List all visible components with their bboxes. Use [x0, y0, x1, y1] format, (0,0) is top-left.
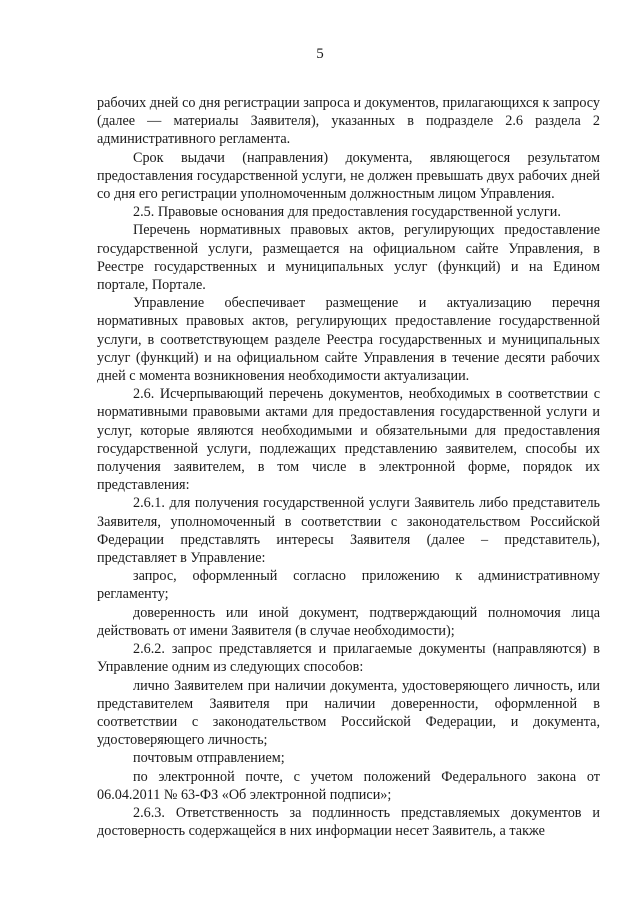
clause-2-6-3: 2.6.3. Ответственность за подлинность представляемых документов и достоверность содержащейся в них информации несет Заявитель, а также	[97, 804, 600, 840]
section-heading-2-5: 2.5. Правовые основания для предоставления государственной услуги.	[133, 204, 561, 221]
clause-2-6-1: 2.6.1. для получения государственной услуги Заявитель либо представитель Заявителя, уполномоченный в соответствии с законодательством Российской Федерации представлять интересы Заявителя (далее – представитель), представляет в Управление:	[97, 495, 600, 567]
list-item-request: запрос, оформленный согласно приложению к административному регламенту;	[97, 568, 600, 603]
list-item-by-email: по электронной почте, с учетом положений Федерального закона от 06.04.2011 № 63-ФЗ «Об электронной подписи»;	[97, 768, 600, 803]
list-item-by-post: почтовым отправлением;	[133, 750, 285, 767]
clause-2-6-2: 2.6.2. запрос представляется и прилагаемые документы (направляются) в Управление одним из следующих способов:	[97, 641, 600, 676]
list-item-in-person: лично Заявителем при наличии документа, удостоверяющего личность, или представителем Заявителя при наличии доверенности, оформленной в соответствии с законодательством Российской Федерации, и документа, удостоверяющего личность;	[97, 677, 600, 749]
document-body	[97, 94, 600, 840]
page-number: 5	[316, 46, 324, 62]
paragraph-legal-acts-update: Управление обеспечивает размещение и актуализацию перечня нормативных правовых актов, регулирующих предоставление государственной услуги, в соответствующем разделе Реестра государственных и муниципальных услуг (функций) и на официальном сайте Управления в течение десяти рабочих дней с момента возникновения необходимости актуализации.	[97, 295, 600, 385]
paragraph-deadline: Срок выдачи (направления) документа, являющегося результатом предоставления государственной услуги, не должен превышать двух рабочих дней со дня его регистрации уполномоченным должностным лицом Управления.	[97, 149, 600, 203]
section-heading-2-6: 2.6. Исчерпывающий перечень документов, необходимых в соответствии с нормативными правовыми актами для предоставления государственной услуги и услуг, которые являются необходимыми и обязательными для предоставления государственной услуги, подлежащих представлению заявителем, способы их получения заявителем, в том числе в электронной форме, порядок их представления:	[97, 386, 600, 494]
paragraph-continuation: рабочих дней со дня регистрации запроса и документов, прилагающихся к запросу (далее — материалы Заявителя), указанных в подразделе 2.6 раздела 2 административного регламента.	[97, 95, 600, 148]
list-item-power-of-attorney: доверенность или иной документ, подтверждающий полномочия лица действовать от имени Заявителя (в случае необходимости);	[97, 604, 600, 639]
paragraph-legal-acts-list: Перечень нормативных правовых актов, регулирующих предоставление государственной услуги, размещается на официальном сайте Управления, в Реестре государственных и муниципальных услуг (функций) и на Едином портале, Портале.	[97, 222, 600, 294]
